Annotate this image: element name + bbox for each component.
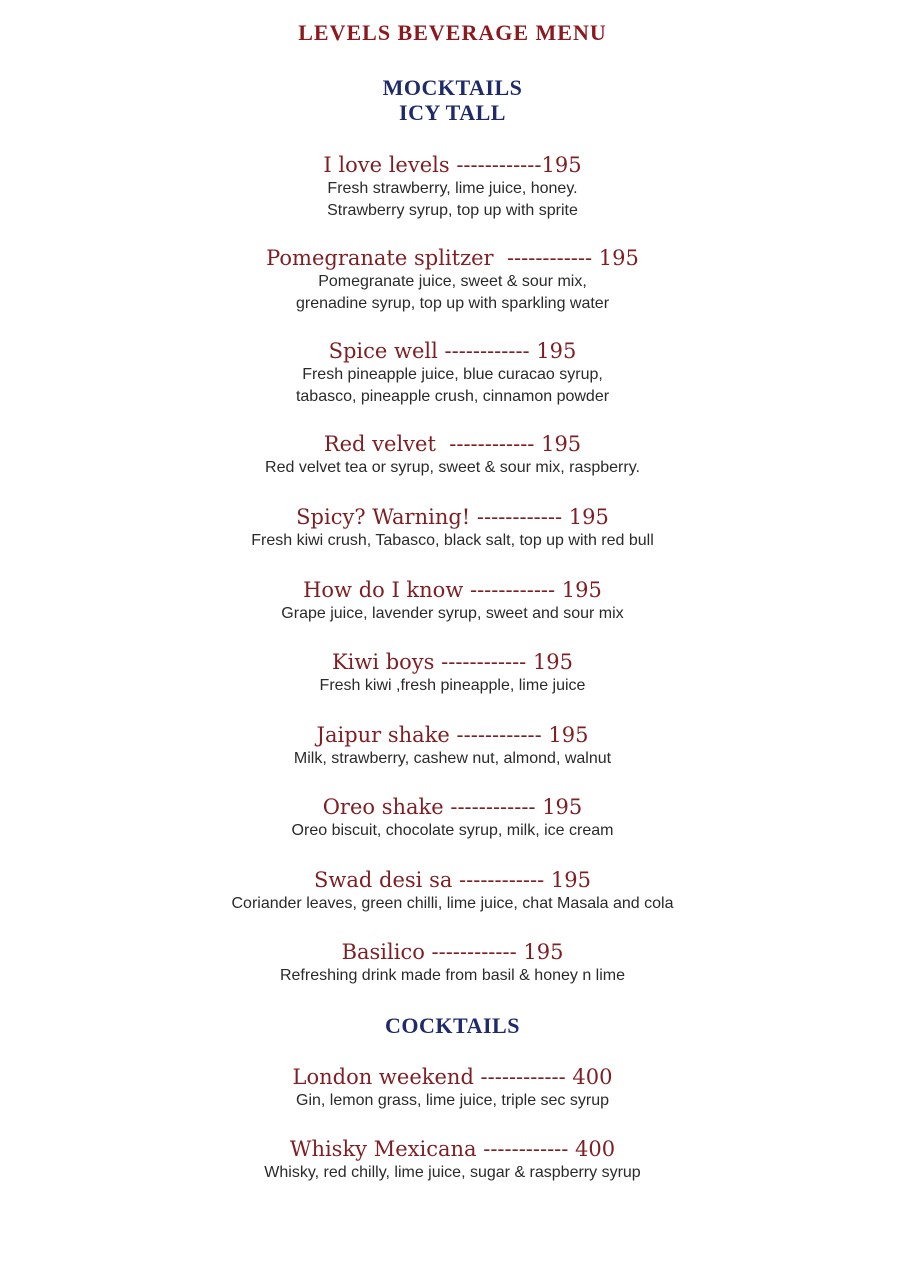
menu-item xyxy=(0,794,905,842)
item-description: Whisky, red chilly, lime juice, sugar & raspberry syrup xyxy=(264,1164,641,1181)
item-title: Kiwi boys ------------ 195 xyxy=(331,650,574,674)
item-description: Grape juice, lavender syrup, sweet and sour mix xyxy=(281,605,624,622)
cocktails-heading: COCKTAILS xyxy=(385,1013,520,1038)
item-description: Gin, lemon grass, lime juice, triple sec syrup xyxy=(296,1092,609,1109)
menu-item xyxy=(0,649,905,697)
item-description: Strawberry syrup, top up with sprite xyxy=(327,202,578,219)
item-description: grenadine syrup, top up with sparkling water xyxy=(295,295,610,312)
item-description: Pomegranate juice, sweet & sour mix, xyxy=(318,273,587,290)
mocktails-subheading: ICY TALL xyxy=(399,100,506,125)
item-title: Oreo shake ------------ 195 xyxy=(322,795,583,819)
item-description: Red velvet tea or syrup, sweet & sour mix, raspberry. xyxy=(265,459,640,476)
item-title: Spice well ------------ 195 xyxy=(328,339,577,363)
menu-item xyxy=(0,939,905,987)
item-title: How do I know ------------ 195 xyxy=(303,578,602,602)
item-description: Fresh pineapple juice, blue curacao syrup, xyxy=(302,366,603,383)
menu-item xyxy=(0,152,905,222)
menu-item xyxy=(0,504,905,552)
item-title: Spicy? Warning! ------------ 195 xyxy=(296,505,609,529)
item-description: Coriander leaves, green chilli, lime juice, chat Masala and cola xyxy=(231,895,674,912)
item-title: Red velvet ------------ 195 xyxy=(323,432,582,456)
item-description: Fresh strawberry, lime juice, honey. xyxy=(327,180,578,197)
item-description: tabasco, pineapple crush, cinnamon powder xyxy=(295,388,610,405)
menu-title: LEVELS BEVERAGE MENU xyxy=(298,20,607,45)
menu-item xyxy=(0,867,905,915)
item-title: Jaipur shake ------------ 195 xyxy=(316,723,589,747)
menu-item xyxy=(0,1064,905,1112)
item-description: Fresh kiwi crush, Tabasco, black salt, top up with red bull xyxy=(251,532,654,549)
item-title: Swad desi sa ------------ 195 xyxy=(314,868,591,892)
item-title: I love levels ------------195 xyxy=(323,153,582,177)
item-title: Pomegranate splitzer ------------ 195 xyxy=(266,246,639,270)
item-description: Refreshing drink made from basil & honey n lime xyxy=(279,967,626,984)
item-title: Basilico ------------ 195 xyxy=(341,940,564,964)
mocktails-heading: MOCKTAILS xyxy=(382,75,523,100)
item-description: Fresh kiwi ,fresh pineapple, lime juice xyxy=(319,677,586,694)
menu-item xyxy=(0,577,905,625)
menu-item xyxy=(0,338,905,408)
menu-item xyxy=(0,431,905,479)
menu-item xyxy=(0,1136,905,1184)
item-description: Oreo biscuit, chocolate syrup, milk, ice cream xyxy=(291,822,614,839)
item-title: London weekend ------------ 400 xyxy=(292,1065,613,1089)
menu-item xyxy=(0,722,905,770)
menu-item xyxy=(0,245,905,315)
item-title: Whisky Mexicana ------------ 400 xyxy=(289,1137,616,1161)
item-description: Milk, strawberry, cashew nut, almond, walnut xyxy=(293,750,612,767)
